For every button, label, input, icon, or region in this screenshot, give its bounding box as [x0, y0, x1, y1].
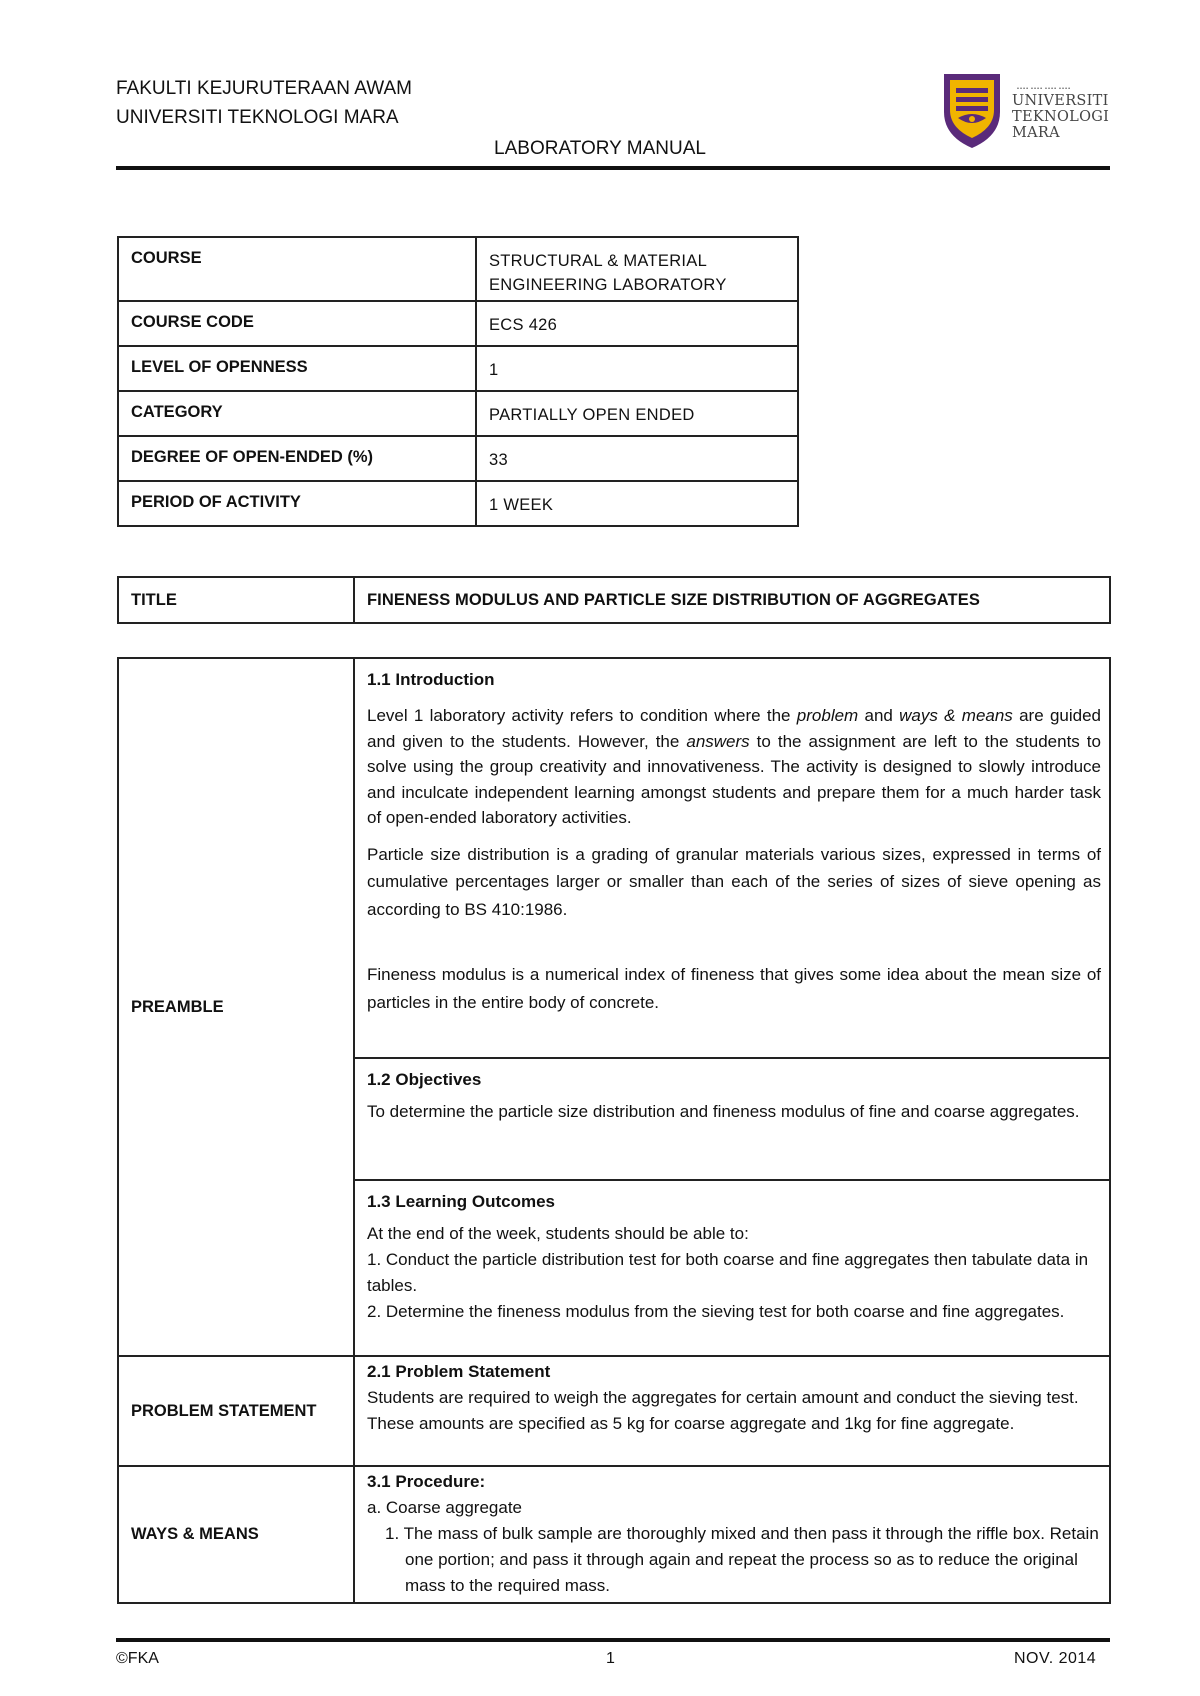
- logo-line-3: MARA: [1012, 125, 1060, 141]
- title-label: TITLE: [118, 577, 354, 623]
- category-row: [118, 391, 798, 436]
- coarse-aggregate-subheading: a. Coarse aggregate: [367, 1498, 522, 1517]
- course-row: [118, 237, 798, 301]
- problem-text: Students are required to weigh the aggregates for certain amount and conduct the sieving test. These amounts are specified as 5 kg for coarse aggregate and 1kg for fine aggregate.: [367, 1388, 1079, 1433]
- objectives-cell: [354, 1058, 1110, 1180]
- outcomes-lead: At the end of the week, students should be able to:: [367, 1224, 749, 1243]
- course-info-table: [117, 236, 799, 527]
- ways-row: [118, 1466, 1110, 1603]
- introduction-paragraph-3: Fineness modulus is a numerical index of fineness that gives some idea about the mean size of particles in the entire body of concrete.: [367, 965, 1101, 1012]
- introduction-paragraph-1: [367, 703, 1101, 831]
- header-rule: [116, 166, 1110, 170]
- problem-heading: 2.1 Problem Statement: [367, 1362, 551, 1381]
- outcomes-heading: 1.3 Learning Outcomes: [367, 1192, 555, 1211]
- course-code-value: ECS 426: [476, 301, 798, 346]
- period-row: [118, 481, 798, 526]
- faculty-name: FAKULTI KEJURUTERAAN AWAM: [116, 78, 412, 99]
- openness-label: LEVEL OF OPENNESS: [118, 346, 476, 391]
- period-label: PERIOD OF ACTIVITY: [118, 481, 476, 526]
- logo-line-1: UNIVERSITI: [1012, 93, 1109, 109]
- page-number: 1: [606, 1650, 615, 1667]
- degree-label: DEGREE OF OPEN-ENDED (%): [118, 436, 476, 481]
- period-value: 1 WEEK: [476, 481, 798, 526]
- category-value: PARTIALLY OPEN ENDED: [476, 391, 798, 436]
- procedure-heading: 3.1 Procedure:: [367, 1472, 486, 1491]
- intro-text-c: are guided and given to the students. However, the: [367, 706, 1101, 751]
- intro-em-answers: answers: [686, 731, 750, 751]
- footer-date: NOV. 2014: [1014, 1650, 1097, 1667]
- intro-em-problem: problem: [796, 706, 859, 725]
- objectives-heading: 1.2 Objectives: [367, 1070, 482, 1089]
- course-code-label: COURSE CODE: [118, 301, 476, 346]
- main-content-table: [117, 657, 1111, 1604]
- logo-line-2: TEKNOLOGI: [1012, 109, 1110, 125]
- course-code-row: [118, 301, 798, 346]
- openness-value: 1: [476, 346, 798, 391]
- course-value: STRUCTURAL & MATERIAL ENGINEERING LABORATORY: [476, 237, 798, 301]
- introduction-heading: 1.1 Introduction: [367, 670, 495, 689]
- logo-script: ᠁᠁᠁᠁: [1014, 82, 1070, 96]
- outcomes-cell: [354, 1180, 1110, 1356]
- procedure-step-1: 1. The mass of bulk sample are thoroughly mixed and then pass it through the riffle box. Retain one portion; and pass it through again and repeat the process so as to reduce the original mass to the required mass.: [385, 1524, 1099, 1595]
- openness-row: [118, 346, 798, 391]
- title-value: FINENESS MODULUS AND PARTICLE SIZE DISTRIBUTION OF AGGREGATES: [354, 577, 1110, 623]
- intro-text-b: and: [858, 706, 900, 725]
- footer-rule: [116, 1638, 1110, 1642]
- outcome-item-1: 1. Conduct the particle distribution test for both coarse and fine aggregates then tabulate data in tables.: [367, 1250, 1089, 1295]
- title-table: [117, 576, 1111, 624]
- outcome-item-2: 2. Determine the fineness modulus from the sieving test for both coarse and fine aggregates.: [367, 1302, 1065, 1321]
- ways-cell: [354, 1466, 1110, 1603]
- document-type: LABORATORY MANUAL: [494, 138, 706, 159]
- university-name: UNIVERSITI TEKNOLOGI MARA: [116, 107, 399, 128]
- intro-text-d: to the assignment are left to the students to solve using the group creativity and innovativeness. The activity is designed to slowly introduce and inculcate independent learning amongst students and prepare them for a much harder task of open-ended laboratory activities.: [367, 731, 1101, 827]
- category-label: CATEGORY: [118, 391, 476, 436]
- introduction-paragraph-2: Particle size distribution is a grading of granular materials various sizes, expressed in terms of cumulative percentages larger or smaller than each of the series of sizes of sieve opening as according to BS 410:1986.: [367, 844, 1101, 919]
- title-row: [118, 577, 1110, 623]
- problem-cell: [354, 1356, 1110, 1466]
- introduction-cell: [354, 658, 1110, 1058]
- problem-row: [118, 1356, 1110, 1466]
- degree-value: 33: [476, 436, 798, 481]
- problem-statement-label: PROBLEM STATEMENT: [118, 1356, 354, 1466]
- preamble-label: PREAMBLE: [118, 658, 354, 1356]
- ways-means-label: WAYS & MEANS: [118, 1466, 354, 1603]
- course-label: COURSE: [118, 237, 476, 301]
- intro-em-ways-means: ways & means: [899, 706, 1013, 725]
- objectives-text: To determine the particle size distribution and fineness modulus of fine and coarse aggregates.: [367, 1102, 1080, 1121]
- crest-icon: [940, 66, 1004, 150]
- uitm-logo: [940, 66, 1112, 150]
- intro-row: [118, 658, 1110, 1058]
- footer-copyright: ©FKA: [116, 1650, 159, 1667]
- intro-text-a: Level 1 laboratory activity refers to condition where the: [367, 706, 797, 725]
- degree-row: [118, 436, 798, 481]
